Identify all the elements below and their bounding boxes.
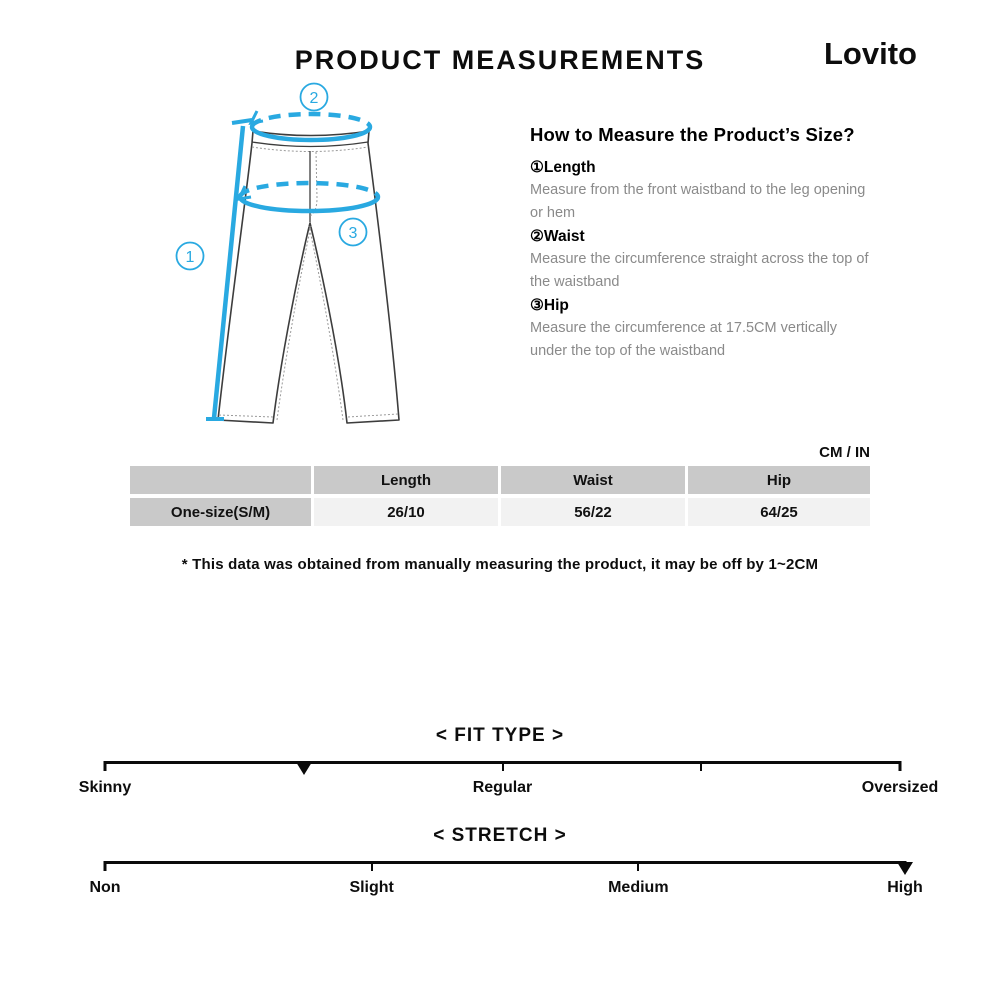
unit-label: CM / IN [819, 444, 870, 461]
value-cell-waist: 56/22 [501, 498, 685, 526]
scale-label-slight: Slight [349, 879, 394, 896]
header-cell-length: Length [314, 466, 498, 494]
annotation-badge-2 [301, 84, 328, 111]
fit-type-marker [296, 762, 312, 775]
scale-tick [899, 761, 902, 771]
header-cell-hip: Hip [688, 466, 870, 494]
scale-bar [105, 861, 905, 864]
fit-type-line [105, 761, 900, 777]
header-cell-blank [130, 466, 311, 494]
guide-item-desc: Measure from the front waistband to the leg opening or hem [530, 182, 866, 221]
stretch-title: < STRETCH > [433, 825, 567, 846]
annotation-badge-1 [177, 243, 204, 270]
scale-label-skinny: Skinny [78, 779, 132, 796]
header-cell-waist: Waist [501, 466, 685, 494]
table-header-row [130, 466, 870, 494]
guide-item-length [530, 156, 886, 225]
scale-label-high: High [887, 879, 923, 896]
annotation-number-3: 3 [348, 225, 358, 242]
value-cell-hip: 64/25 [688, 498, 870, 526]
scale-tick [700, 761, 702, 771]
table-row [130, 498, 870, 526]
scale-label-oversized: Oversized [861, 779, 939, 796]
guide-title: How to Measure the Product’s Size? [530, 124, 855, 145]
guide-item-desc: Measure the circumference at 17.5CM vertically under the top of the waistband [530, 320, 838, 359]
pants-diagram [0, 0, 500, 450]
stretch-line [105, 861, 905, 877]
value-cell-length: 26/10 [314, 498, 498, 526]
scale-label-medium: Medium [608, 879, 669, 896]
scale-label-non: Non [89, 879, 121, 896]
scale-tick [104, 761, 107, 771]
guide-item-heading: ①Length [530, 159, 596, 176]
measure-guide [530, 123, 886, 363]
annotation-number-2: 2 [309, 90, 319, 107]
size-table [130, 466, 870, 526]
row-label-cell: One-size(S/M) [130, 498, 311, 526]
scale-label-regular: Regular [472, 779, 533, 796]
stretch-labels [89, 879, 923, 899]
scale-tick [637, 861, 639, 871]
brand-logo: Lovito [824, 36, 917, 71]
guide-item-heading: ②Waist [530, 228, 585, 245]
guide-item-heading: ③Hip [530, 297, 569, 314]
guide-item-desc: Measure the circumference straight across the top of the waistband [530, 251, 869, 290]
scale-tick [502, 761, 504, 771]
scale-tick [104, 861, 107, 871]
scale-tick [371, 861, 373, 871]
measurement-footnote: * This data was obtained from manually measuring the product, it may be off by 1~2CM [181, 556, 819, 573]
guide-item-hip [530, 294, 886, 363]
fit-type-labels [78, 779, 939, 799]
stretch-marker [897, 862, 913, 875]
fit-type-title: < FIT TYPE > [435, 725, 565, 746]
guide-item-waist [530, 225, 886, 294]
annotation-number-1: 1 [185, 249, 195, 266]
page-title: PRODUCT MEASUREMENTS [294, 45, 706, 75]
pants-outline [218, 131, 399, 423]
